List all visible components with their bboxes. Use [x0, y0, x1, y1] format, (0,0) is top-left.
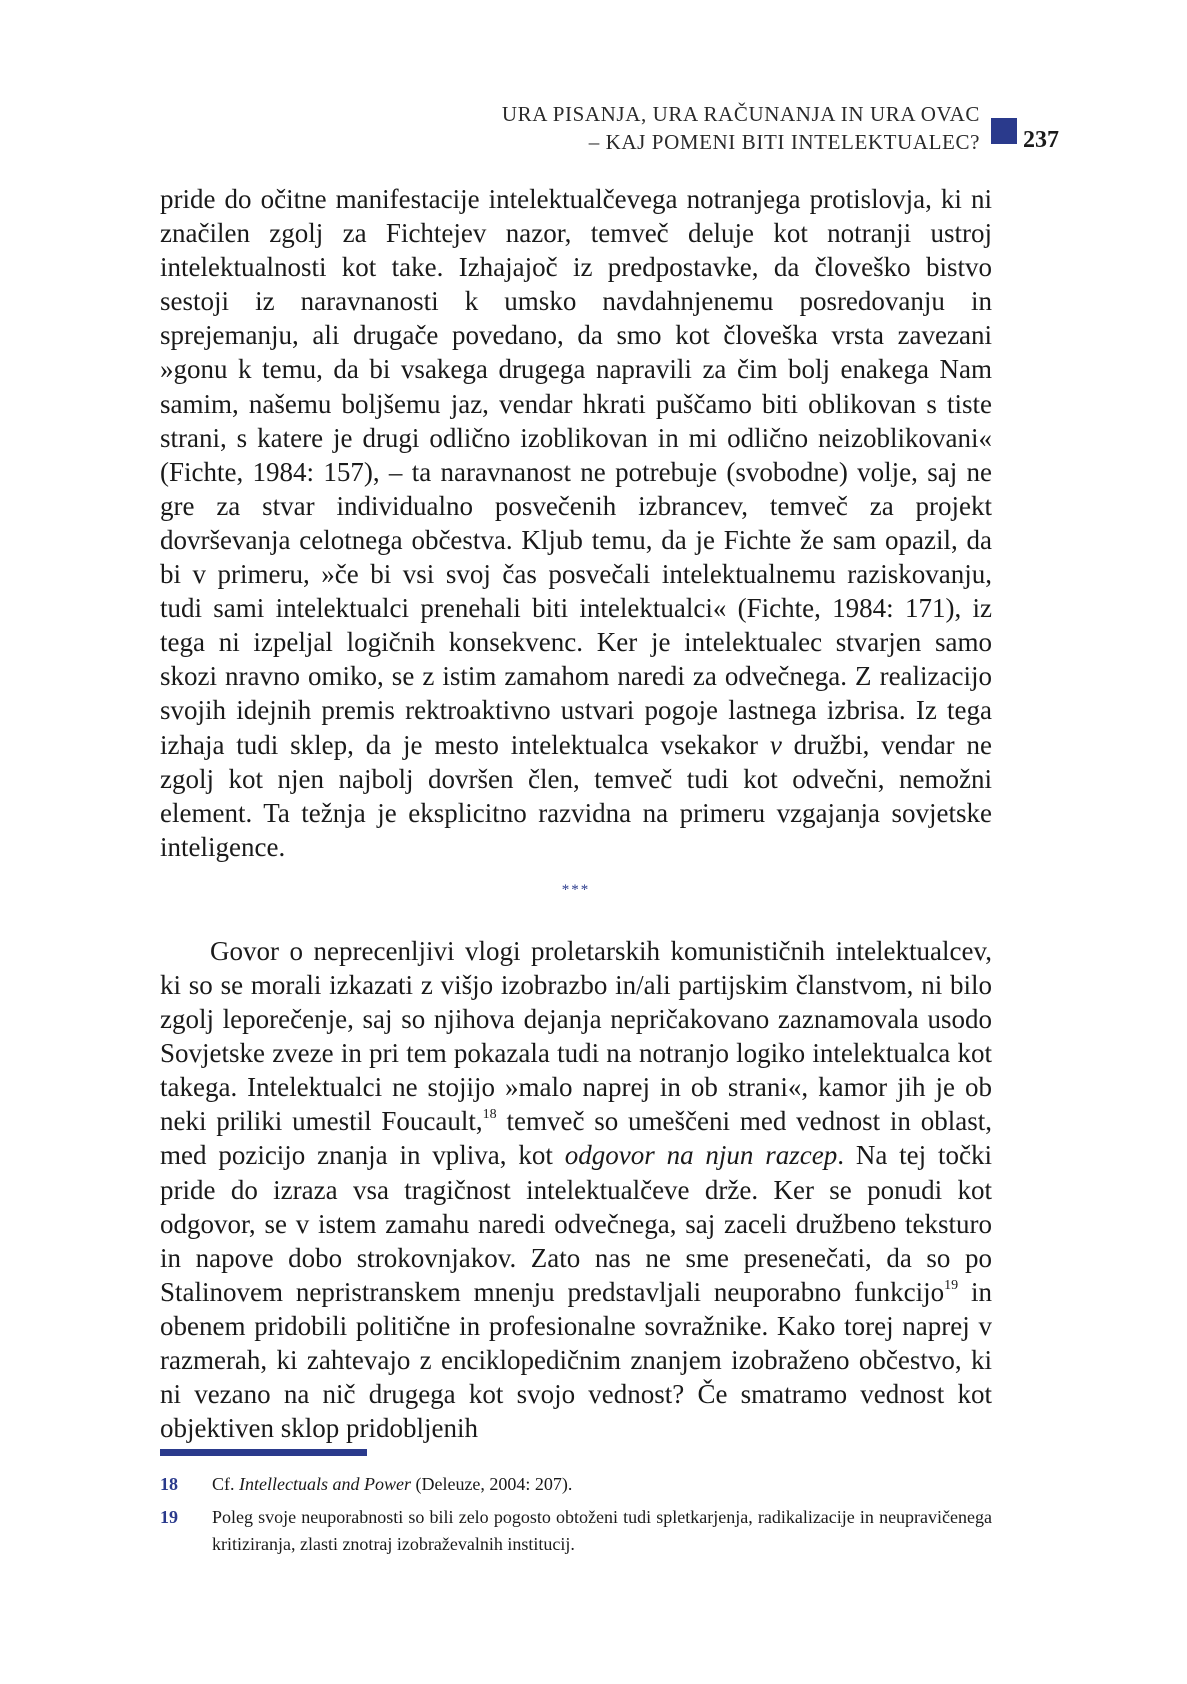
footnote-19: [160, 1504, 992, 1558]
header-accent-square: [991, 118, 1017, 144]
header-title-line2: – KAJ POMENI BITI INTELEKTUALEC?: [588, 130, 980, 154]
footnote-title: Intellectuals and Power: [239, 1474, 411, 1494]
emphasis: odgovor na njun razcep: [564, 1140, 838, 1171]
page-number: 237: [1023, 127, 1059, 153]
paragraph: [160, 934, 992, 1445]
running-header: [502, 100, 980, 156]
paragraph-text: . Na tej točki pride do izraza vsa tragičnost intelektualčeve drže. Ker se ponudi kot odgovor, se v istem zamahu naredi odvečnega, saj zaceli družbeno teksturo in napove dobo strokovnjakov. Zato nas ne sme presenečati, da so po Stalinovem nepristranskem mnenju predstavljali neuporabno funkcijo: [160, 1140, 992, 1307]
footnote-text-part: Cf.: [212, 1474, 239, 1494]
paragraph-text: pride do očitne manifestacije intelektualčevega notranjega protislovja, ki ni značilen zgolj za Fichtejev nazor, temveč deluje kot notranji ustroj intelektualnosti kot take. Izhajajoč iz predpostavke, da človeško bistvo sestoji iz naravnanosti k umsko navdahnjenemu posredovanju in sprejemanju, ali drugače povedano, da smo kot človeška vrsta zavezani »gonu k temu, da bi vsakega drugega napravili za čim bolj enakega Nam samim, našemu boljšemu jaz, vendar hkrati puščamo biti oblikovan s tiste strani, s katere je drugi odlično izoblikovan in mi odlično neizoblikovani« (Fichte, 1984: 157), – ta naravnanost ne potrebuje (svobodne) volje, saj ne gre za stvar individualno posvečenih izbrancev, temveč za projekt dovrševanja celotnega občestva. Kljub temu, da je Fichte že sam opazil, da bi v primeru, »če bi vsi svoj čas posvečali intelektualnemu raziskovanju, tudi sami intelektualci prenehali biti intelektualci« (Fichte, 1984: 171), iz tega ni izpeljal logičnih konsekvenc. Ker je intelektualec stvarjen samo skozi nravno omiko, se z istim zamahom naredi za odvečnega. Z realizacijo svojih idejnih premis rektroaktivno ustvari pogoje lastnega izbrisa. Iz tega izhaja tudi sklep, da je mesto intelektualca vsekakor: [160, 184, 992, 760]
footnote-ref-18[interactable]: 18: [482, 1107, 497, 1123]
footnote-text: [212, 1471, 992, 1498]
emphasis: v: [769, 729, 782, 760]
paragraph-text: Govor o neprecenljivi vlogi proletarskih komunističnih intelektualcev, ki so se morali izkazati z višjo izobrazbo in/ali partijskim članstvom, ni bilo zgolj leporečenje, saj so njihova dejanja nepričakovano zaznamovala usodo Sovjetske zveze in pri tem pokazala tudi na notranjo logiko intelektualca kot takega. Intelektualci ne stojijo »malo naprej in ob strani«, kamor jih je ob neki priliki umestil Foucault,: [160, 935, 992, 1137]
footnote-number: 19: [160, 1507, 178, 1527]
footnote-text-part: (Deleuze, 2004: 207).: [410, 1474, 573, 1494]
paragraph: [160, 182, 992, 864]
paragraph-text: in obenem pridobili politične in profesionalne sovražnike. Kako torej naprej v razmerah, ki zahtevajo z enciklopedičnim znanjem izobraženo občestvo, ki ni vezano na nič drugega kot svojo vednost? Če smatramo vednost kot objektiven sklop pridobljenih: [160, 1276, 992, 1444]
header-title-line1: URA PISANJA, URA RAČUNANJA IN URA OVAC: [501, 102, 980, 126]
footnotes: [160, 1471, 992, 1564]
footnote-rule: [160, 1449, 367, 1456]
main-text: [160, 182, 992, 1445]
footnote-18: [160, 1471, 992, 1498]
footnote-ref-19[interactable]: 19: [944, 1277, 959, 1293]
section-separator: ***: [561, 881, 591, 898]
paragraph-text: temveč so umeščeni med vednost in oblast, med pozicijo znanja in vpliva, kot: [160, 1106, 992, 1171]
paragraph-text: družbi, vendar ne zgolj kot njen najbolj dovršen člen, temveč tudi kot odvečni, nemožni element. Ta težnja je eksplicitno razvidna na primeru vzgajanja sovjetske inteligence.: [160, 729, 992, 862]
footnote-text: Poleg svoje neuporabnosti so bili zelo pogosto obtoženi tudi spletkarjenja, radikalizacije in neupravičenega kritiziranja, zlasti znotraj izobraževalnih institucij.: [212, 1507, 992, 1554]
footnote-number: 18: [160, 1474, 178, 1494]
